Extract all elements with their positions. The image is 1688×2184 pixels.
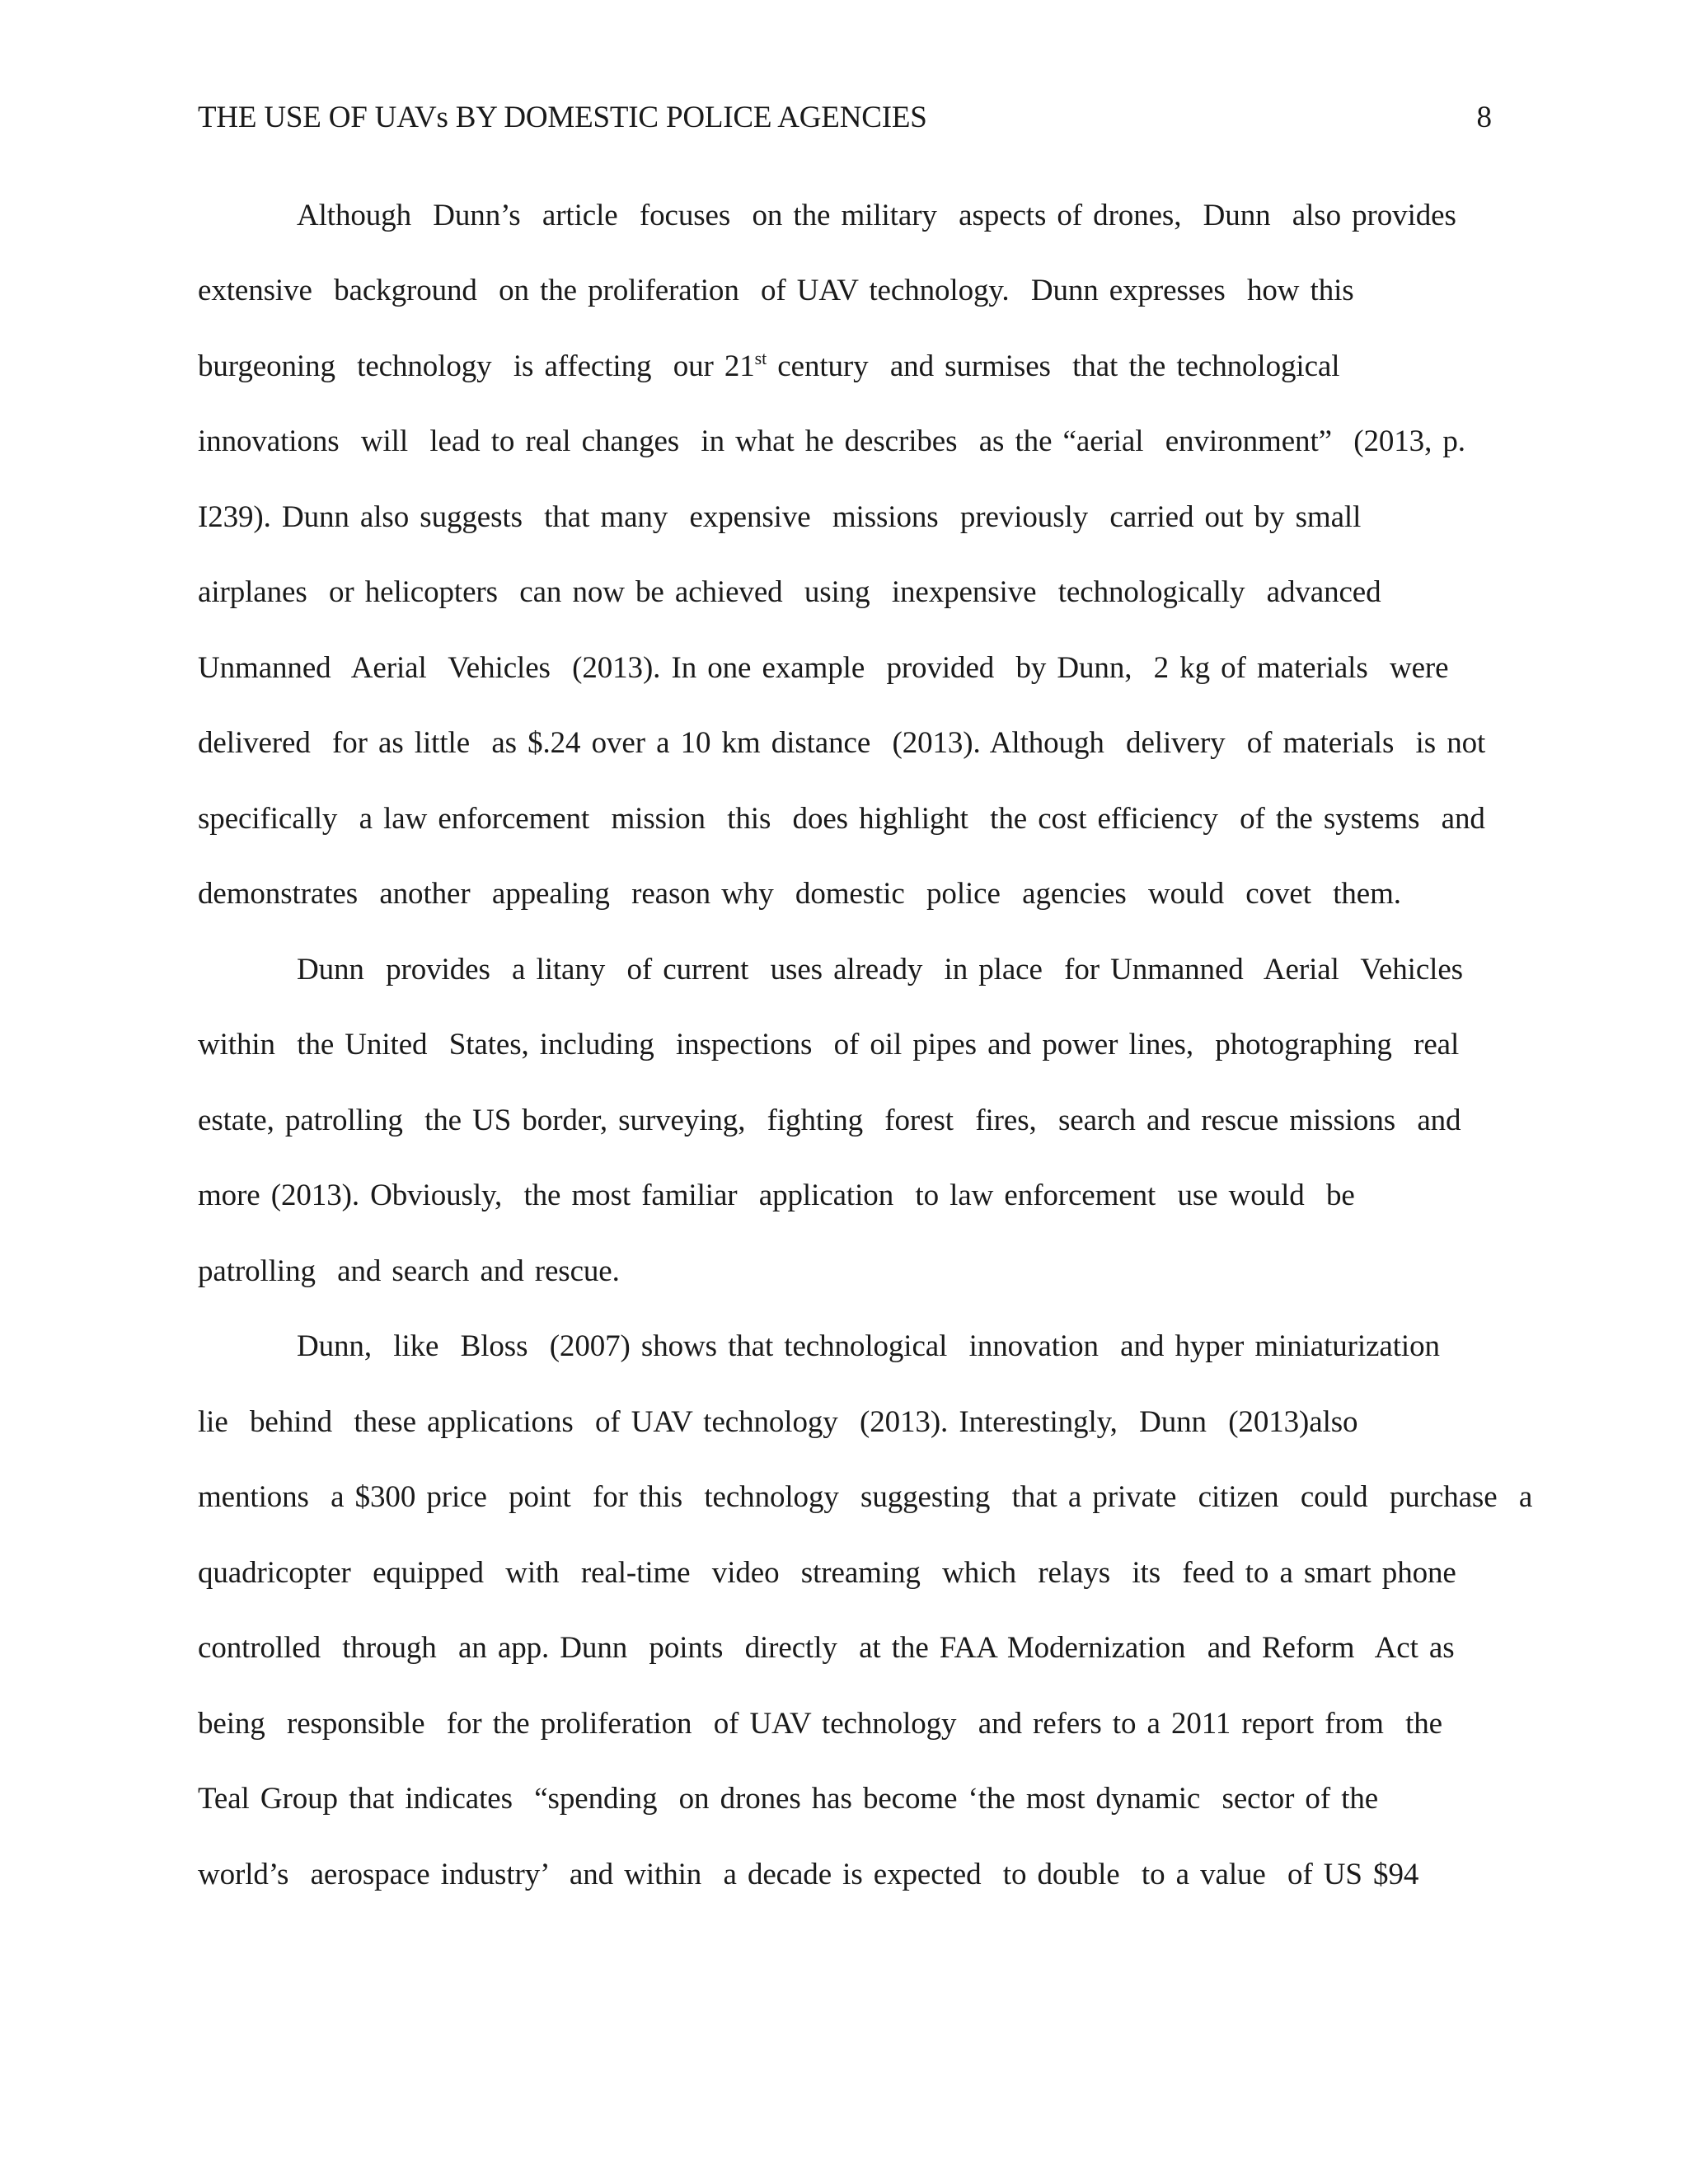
body-line: quadricopter equipped with real-time video streaming which relays its feed to a smart phone [198,1556,1456,1590]
body-line: within the United States, including inspections of oil pipes and power lines, photographing real [198,1028,1460,1062]
running-head: THE USE OF UAVs BY DOMESTIC POLICE AGENCIES [198,101,927,134]
body-text: burgeoning technology is affecting our 21 [198,349,755,383]
body-line: innovations will lead to real changes in what he describes as the “aerial environment” (2013, p. [198,424,1465,458]
body-line: Although Dunn’s article focuses on the military aspects of drones, Dunn also provides [297,199,1456,232]
body-line: demonstrates another appealing reason why domestic police agencies would covet them. [198,877,1401,911]
body-line: Teal Group that indicates “spending on drones has become ‘the most dynamic sector of the [198,1782,1379,1816]
body-line: delivered for as little as $.24 over a 10 km distance (2013). Although delivery of materials is not [198,726,1486,760]
body-line: specifically a law enforcement mission this does highlight the cost efficiency of the systems and [198,802,1485,836]
body-line: mentions a $300 price point for this technology suggesting that a private citizen could purchase a [198,1480,1533,1514]
body-line: world’s aerospace industry’ and within a decade is expected to double to a value of US $94 [198,1858,1419,1891]
body-line: I239). Dunn also suggests that many expensive missions previously carried out by small [198,500,1362,534]
body-line: more (2013). Obviously, the most familiar application to law enforcement use would be [198,1179,1355,1212]
body-line: being responsible for the proliferation of UAV technology and refers to a 2011 report from the [198,1707,1442,1741]
body-line: extensive background on the proliferation of UAV technology. Dunn expresses how this [198,274,1354,307]
body-line: patrolling and search and rescue. [198,1254,620,1288]
body-text: century and surmises that the technological [767,349,1340,383]
page-number: 8 [1476,101,1492,134]
body-line: Unmanned Aerial Vehicles (2013). In one example provided by Dunn, 2 kg of materials were [198,651,1449,685]
body-line: airplanes or helicopters can now be achieved using inexpensive technologically advanced [198,575,1381,609]
body-line: controlled through an app. Dunn points directly at the FAA Modernization and Reform Act as [198,1631,1455,1665]
ordinal-suffix: st [754,348,767,368]
body-line: Dunn provides a litany of current uses already in place for Unmanned Aerial Vehicles [297,953,1463,987]
body-line [198,342,1339,391]
body-line: estate, patrolling the US border, surveying, fighting forest fires, search and rescue missions and [198,1104,1461,1137]
body-line: Dunn, like Bloss (2007) shows that technological innovation and hyper miniaturization [297,1329,1440,1363]
body-line: lie behind these applications of UAV technology (2013). Interestingly, Dunn (2013)also [198,1405,1358,1439]
